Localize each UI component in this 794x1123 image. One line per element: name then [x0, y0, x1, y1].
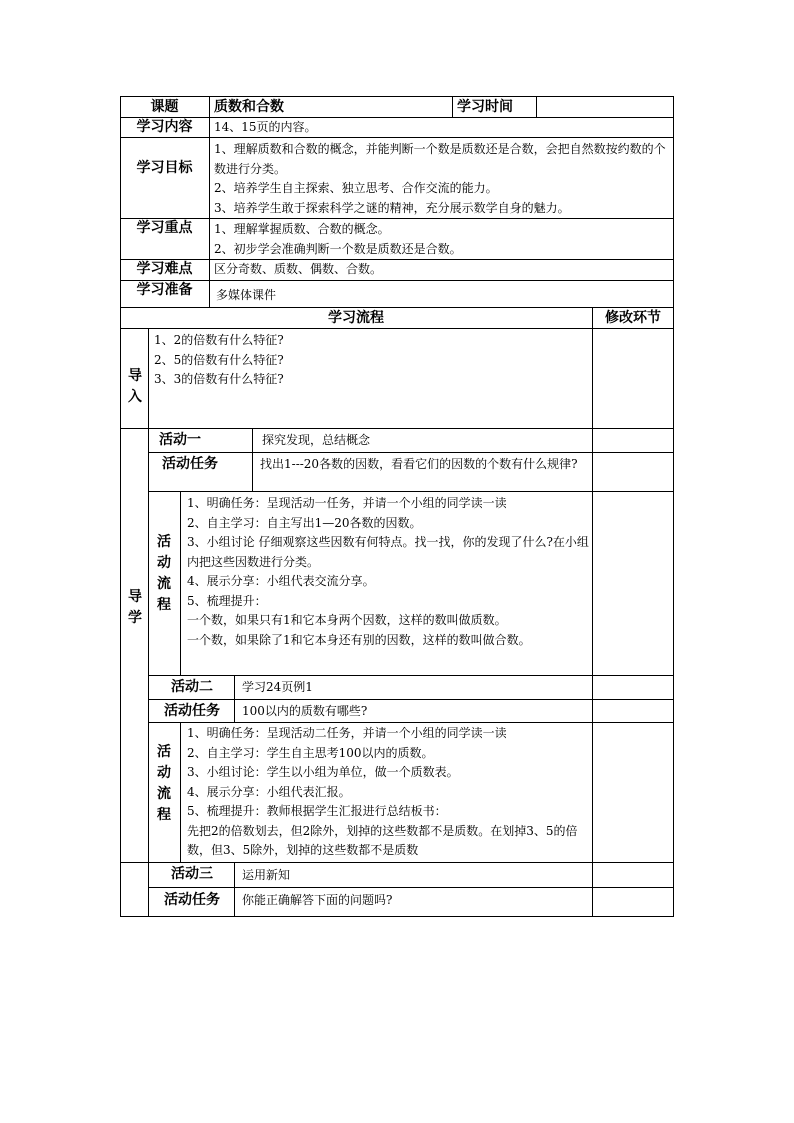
study-time-value[interactable] [540, 97, 672, 117]
activity2-step: 2、自主学习：学生自主思考100以内的质数。 [187, 745, 434, 760]
activity1-label: 活动一 [159, 432, 201, 448]
activity2-step: 1、明确任务：呈现活动二任务，并请一个小组的同学读一读 [187, 726, 507, 740]
activity1-step: 3、小组讨论 仔细观察这些因数有何特点。找一找，你的发现了什么?在小组内把这些因数进行分类。 [187, 535, 589, 569]
label-key-points: 学习重点 [136, 220, 193, 236]
activity2-step: 4、展示分享：小组代表汇报。 [187, 784, 351, 799]
objectives-list [214, 140, 669, 218]
activity2-step: 先把2的倍数划去，但2除外，划掉的这些数都不是质数。在划掉3、5的倍数，但3、5除外，划掉的这些数都不是质数 [187, 823, 578, 857]
activity1-task: 找出1---20各数的因数，看看它们的因数的个数有什么规律? [260, 457, 578, 471]
rule [180, 722, 181, 862]
activity2-steps [187, 724, 589, 861]
rule [592, 307, 593, 917]
rule [120, 916, 674, 917]
activity3-task-label: 活动任务 [164, 892, 220, 908]
lesson-topic: 质数和合数 [214, 99, 284, 115]
label-study-time: 学习时间 [457, 99, 513, 115]
activity1-step: 5、梳理提升： [187, 593, 267, 608]
rule [234, 675, 235, 723]
activity1-step: 4、展示分享：小组代表交流分享。 [187, 574, 375, 588]
objective-item: 1、理解质数和合数的概念，并能判断一个数是质数还是合数，会把自然数按约数的个数进行分类。 [214, 142, 666, 176]
activity3-title: 运用新知 [242, 868, 291, 882]
label-topic: 课题 [150, 99, 179, 115]
content-value: 14、15页的内容。 [214, 120, 317, 134]
activity1-title: 探究发现，总结概念 [262, 433, 371, 447]
activity2-task: 100以内的质数有哪些? [242, 704, 368, 718]
objective-item: 3、培养学生敢于探索科学之谜的精神，充分展示数学自身的魅力。 [214, 200, 570, 215]
label-content: 学习内容 [136, 119, 193, 135]
rule [180, 491, 181, 675]
intro-question: 3、3的倍数有什么特征? [154, 372, 284, 386]
label-objectives: 学习目标 [136, 160, 193, 176]
activity3-label: 活动三 [171, 866, 213, 882]
intro-question: 1、2的倍数有什么特征? [154, 333, 284, 347]
process-title: 学习流程 [328, 310, 384, 326]
rule [120, 328, 674, 329]
activity2-step: 5、梳理提升：教师根据学生汇报进行总结板书： [187, 804, 447, 818]
activity1-step: 一个数，如果除了1和它本身还有别的因数，这样的数叫做合数。 [187, 632, 531, 647]
activity1-step: 2、自主学习：自主写出1—20各数的因数。 [187, 515, 422, 530]
intro-label: 导 入 [128, 368, 142, 405]
rule [536, 96, 537, 117]
activity1-steps [187, 494, 589, 650]
label-difficulty: 学习难点 [136, 261, 193, 277]
activity2-label: 活动二 [171, 679, 213, 695]
preparation-value: 多媒体课件 [216, 288, 277, 302]
intro-question: 2、5的倍数有什么特征? [154, 352, 284, 367]
rule [252, 428, 253, 492]
activity2-step: 3、小组讨论：学生以小组为单位，做一个质数表。 [187, 765, 459, 779]
rule [148, 491, 673, 492]
rule [148, 328, 149, 917]
revise-column-title: 修改环节 [605, 310, 661, 326]
intro-questions [154, 331, 590, 390]
rule [148, 722, 673, 723]
guide-label: 导 学 [128, 589, 142, 626]
activity3-task: 你能正确解答下面的问题吗? [242, 893, 393, 907]
rule [673, 96, 674, 917]
key-point-item: 2、初步学会准确判断一个数是质数还是合数。 [214, 241, 462, 256]
activity1-task-label: 活动任务 [162, 456, 218, 472]
activity1-flow-label: 活 动 流 程 [157, 534, 171, 613]
activity2-flow-label: 活 动 流 程 [157, 744, 171, 823]
activity2-title: 学习24页例1 [242, 680, 313, 694]
key-points-list [214, 220, 669, 259]
activity1-step: 1、明确任务：呈现活动一任务，并请一个小组的同学读一读 [187, 496, 507, 510]
rule [209, 96, 210, 308]
label-preparation: 学习准备 [136, 282, 193, 298]
rule [234, 862, 235, 917]
activity2-task-label: 活动任务 [164, 703, 220, 719]
key-point-item: 1、理解掌握质数、合数的概念。 [214, 222, 390, 236]
objective-item: 2、培养学生自主探索、独立思考、合作交流的能力。 [214, 181, 498, 195]
rule [452, 96, 453, 117]
difficulty-value: 区分奇数、质数、偶数、合数。 [214, 262, 383, 276]
activity1-step: 一个数，如果只有1和它本身两个因数，这样的数叫做质数。 [187, 613, 507, 627]
